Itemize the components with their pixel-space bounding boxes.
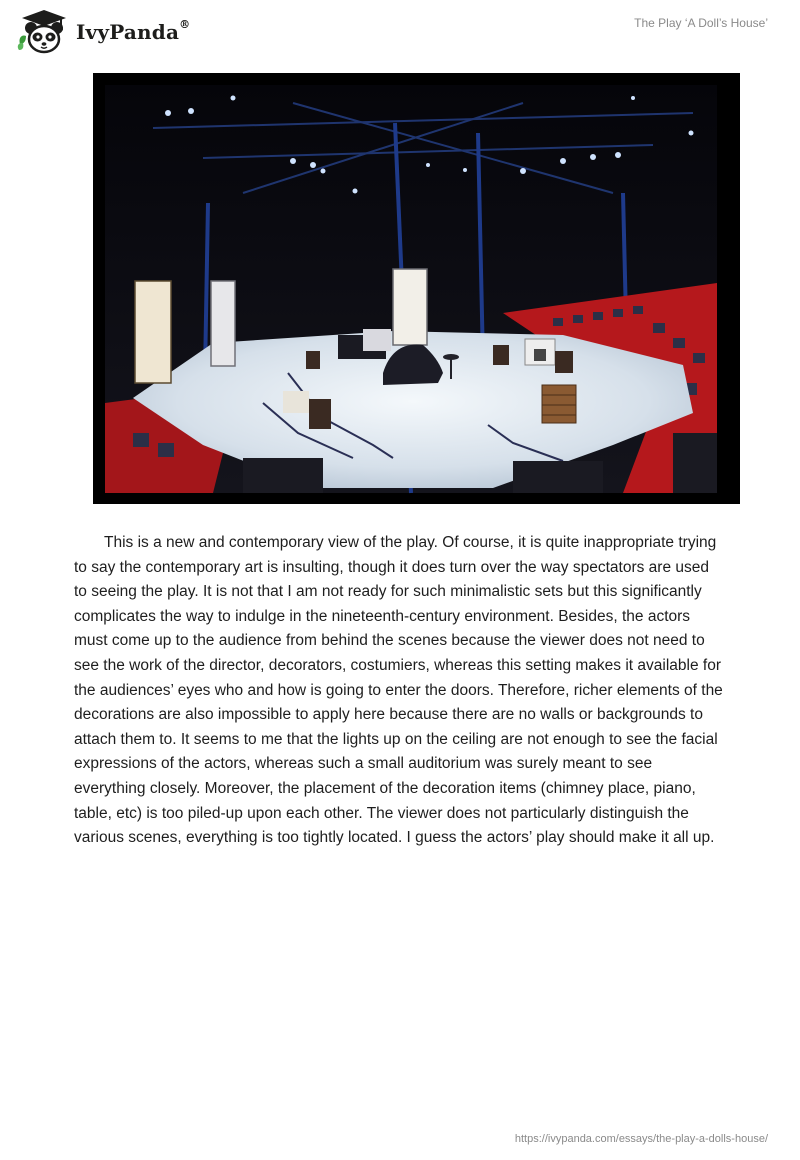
panda-graduate-icon [16, 8, 72, 56]
registered-mark: ® [179, 18, 191, 31]
brand-logo[interactable] [16, 8, 190, 56]
brand-name-text: IvyPanda [76, 20, 180, 44]
stage-photo [93, 73, 740, 504]
essay-paragraph: This is a new and contemporary view of the play. Of course, it is quite inappropriate trying to say the contemporary art is insulting, though it does turn over the way spectators are used to seeing the play. It is not that I am not ready for such minimalistic sets but this significantly complicates the way to indulge in the nineteenth-century environment. Besides, the actors must come up to the audience from behind the scenes because the viewer does not need to see the work of the director, decorators, costumiers, whereas this setting makes it available for the audiences’ eyes who and how is going to enter the doors. Therefore, richer elements of the decorations are also impossible to apply here because there are no walls or backgrounds to attach them to. It seems to me that the lights up on the ceiling are not enough to see the facial expressions of the actors, whereas such a small auditorium was surely meant to see everything closely. Moreover, the placement of the decoration items (chimney place, piano, table, etc) is too piled-up upon each other. The viewer does not particularly distinguish the various scenes, everything is too tightly located. I guess the actors’ play should make it all up. [74, 534, 723, 847]
source-url[interactable]: https://ivypanda.com/essays/the-play-a-dolls-house/ [514, 1133, 768, 1145]
brand-name [76, 20, 190, 44]
document-title: The Play ‘A Doll’s House’ [634, 16, 768, 30]
